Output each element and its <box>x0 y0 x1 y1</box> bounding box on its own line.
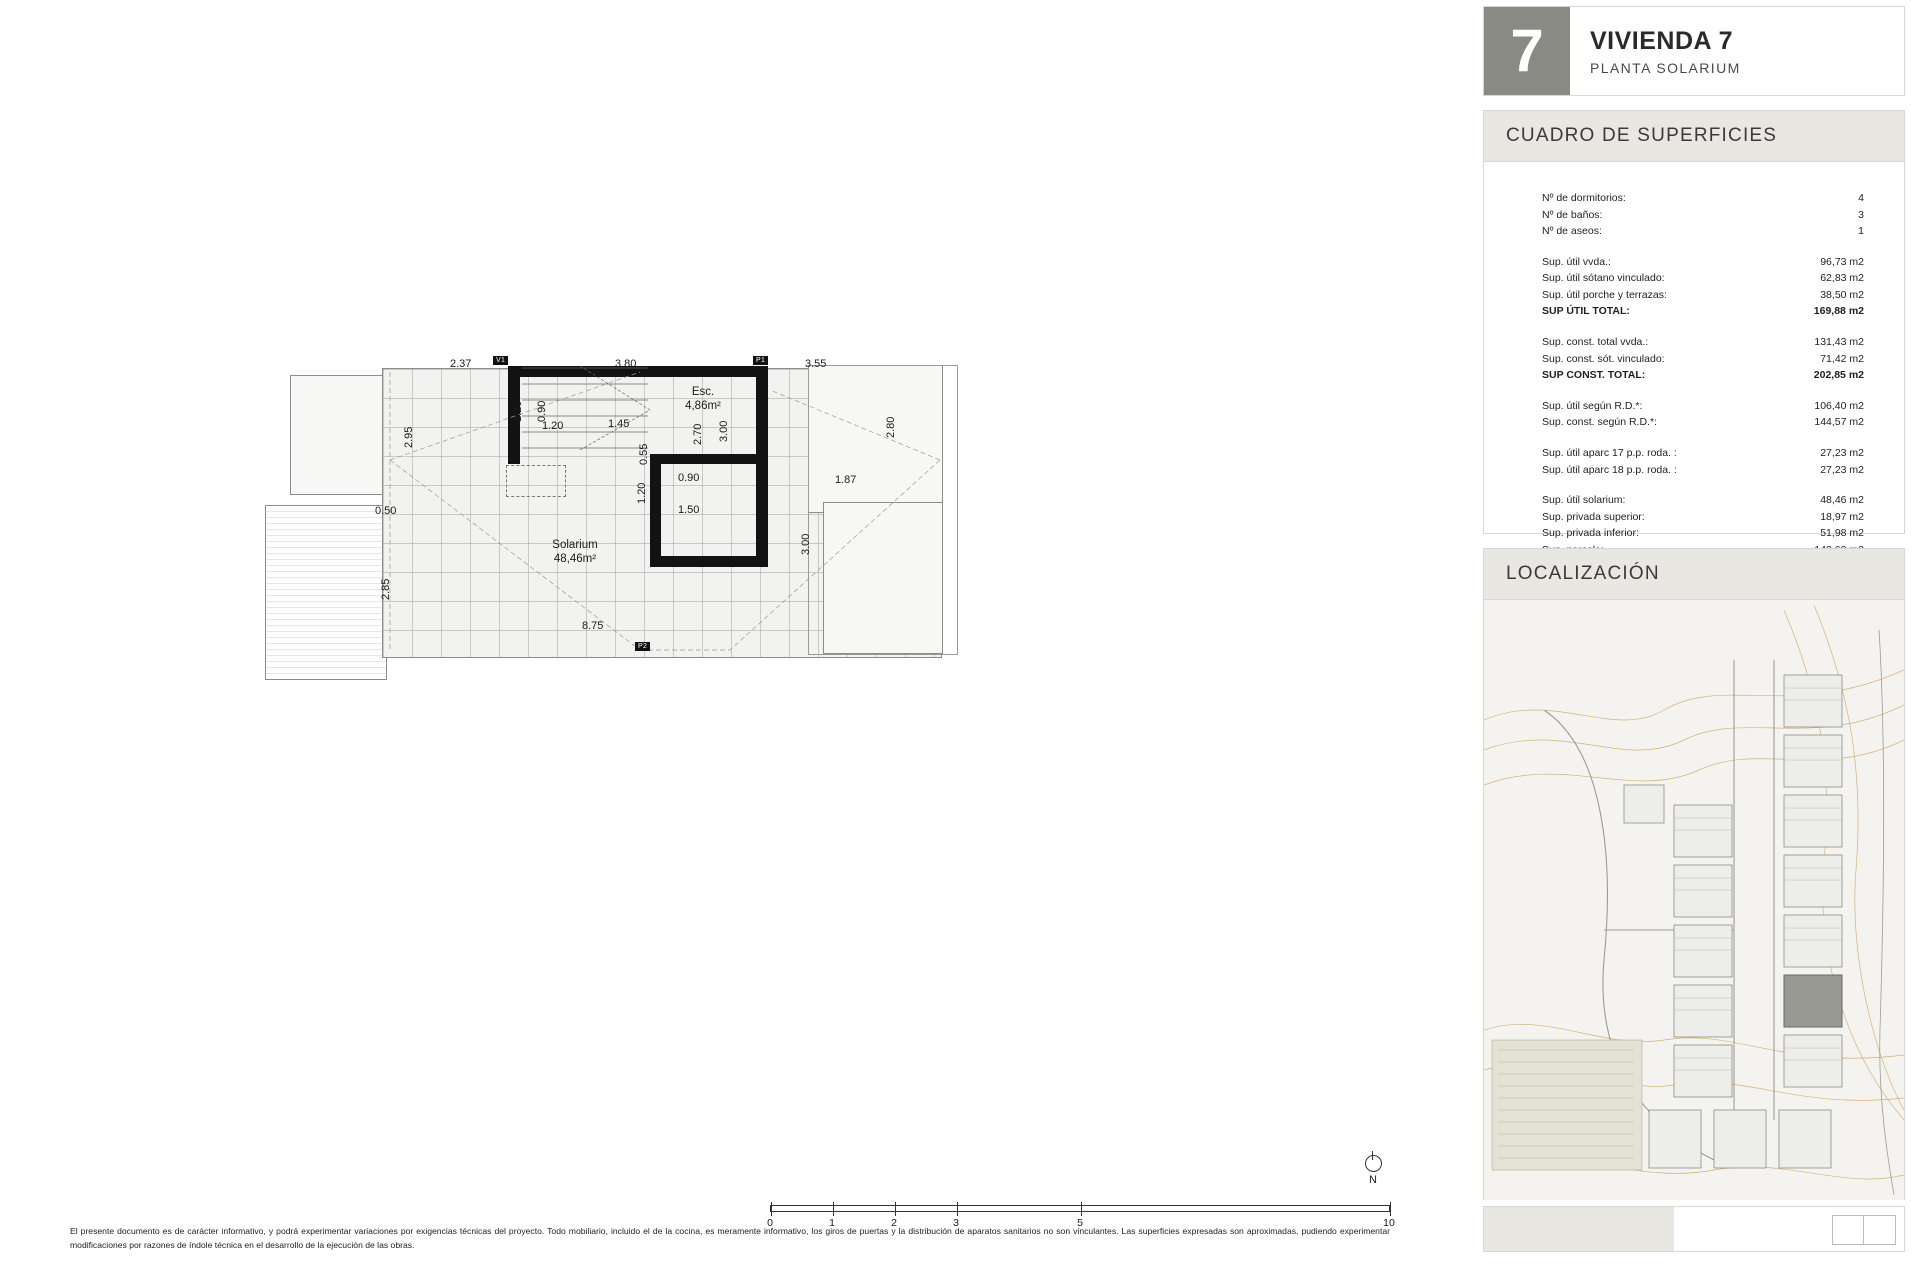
dim-1-20-c: 1.20 <box>636 482 648 504</box>
dim-3-80: 3.80 <box>615 358 637 370</box>
panel-footer-logo-box <box>1832 1215 1896 1245</box>
left-terrace-hatch <box>265 505 387 680</box>
surface-label: Sup. útil aparc 17 p.p. roda. : <box>1542 446 1677 459</box>
dim-0-50: 0.50 <box>375 505 397 517</box>
surface-label: SUP ÚTIL TOTAL: <box>1542 305 1630 318</box>
surface-value: 27,23 m2 <box>1820 463 1864 476</box>
north-label: N <box>1369 1174 1377 1186</box>
stair-wall-right <box>756 366 768 566</box>
surface-label: Sup. útil porche y terrazas: <box>1542 288 1667 301</box>
surface-group-spacer <box>1542 478 1864 492</box>
surface-value: 3 <box>1858 208 1864 221</box>
site-location-map[interactable] <box>1484 600 1904 1200</box>
surface-row <box>1542 414 1864 431</box>
surface-value: 1 <box>1858 225 1864 238</box>
tag-p1: P1 <box>753 356 768 365</box>
site-map-svg <box>1484 600 1904 1200</box>
scale-bar-line <box>770 1205 1390 1212</box>
surface-row <box>1542 367 1864 384</box>
surface-row <box>1542 398 1864 415</box>
surface-row <box>1542 190 1864 207</box>
stair-wall-inner-bottom <box>650 454 768 464</box>
surface-label: Sup. privada inferior: <box>1542 527 1639 540</box>
surface-row <box>1542 303 1864 320</box>
surface-row <box>1542 525 1864 542</box>
surface-row <box>1542 207 1864 224</box>
surface-row <box>1542 270 1864 287</box>
surface-row <box>1542 334 1864 351</box>
north-arrow <box>1355 1155 1391 1186</box>
surface-row <box>1542 287 1864 304</box>
dim-1-45: 1.45 <box>608 418 630 430</box>
surface-label: Sup. const. total vvda.: <box>1542 336 1649 349</box>
surface-label: Sup. útil vvda.: <box>1542 255 1611 268</box>
scale-label-10: 10 <box>1383 1217 1395 1229</box>
unit-header-card <box>1483 6 1905 96</box>
surface-value: 4 <box>1858 192 1864 204</box>
surface-label: Nº de dormitorios: <box>1542 192 1626 204</box>
unit-number-badge: 7 <box>1484 7 1570 95</box>
dim-2-95: 2.95 <box>403 426 415 448</box>
surface-row <box>1542 254 1864 271</box>
surface-value: 96,73 m2 <box>1820 255 1864 268</box>
dim-0-55: 0.55 <box>638 443 650 465</box>
surface-group-spacer <box>1542 431 1864 445</box>
surface-label: Sup. útil solarium: <box>1542 494 1626 507</box>
surface-row <box>1542 223 1864 240</box>
dim-1-87: 1.87 <box>835 474 857 486</box>
surface-value: 131,43 m2 <box>1814 336 1864 349</box>
dim-1-20-a: 1.20 <box>512 400 524 422</box>
stair-wall-top <box>508 366 768 377</box>
surfaces-card-title: CUADRO DE SUPERFICIES <box>1484 111 1904 162</box>
dim-2-37: 2.37 <box>450 358 472 370</box>
dim-8-75: 8.75 <box>582 620 604 632</box>
surface-label: Sup. privada superior: <box>1542 510 1645 523</box>
surface-label: Nº de baños: <box>1542 208 1603 221</box>
localization-card <box>1483 548 1905 1200</box>
surface-label: Sup. útil según R.D.*: <box>1542 399 1643 412</box>
solarium-name: Solarium <box>552 539 598 551</box>
surface-value: 48,46 m2 <box>1820 494 1864 507</box>
scale-label-1: 1 <box>829 1217 835 1229</box>
info-panel <box>1455 0 1920 1280</box>
surface-label: Sup. útil aparc 18 p.p. roda. : <box>1542 463 1677 476</box>
stair-wall-bottom <box>650 556 768 567</box>
room-label-solarium <box>515 538 635 567</box>
dim-1-50: 1.50 <box>678 504 700 516</box>
solarium-area: 48,46m² <box>553 553 597 566</box>
stair-wall-inner-vertical <box>650 454 661 566</box>
surface-row <box>1542 509 1864 526</box>
tag-v1: V1 <box>493 356 508 365</box>
surfaces-card <box>1483 110 1905 540</box>
dim-1-20-b: 1.20 <box>542 420 564 432</box>
right-outline <box>808 365 958 655</box>
surface-label: Sup. const. según R.D.*: <box>1542 416 1657 429</box>
surface-label: SUP CONST. TOTAL: <box>1542 369 1646 382</box>
surface-value: 38,50 m2 <box>1820 288 1864 301</box>
surface-value: 202,85 m2 <box>1813 369 1864 382</box>
room-label-stair <box>658 385 748 414</box>
dim-2-80: 2.80 <box>885 416 897 438</box>
surface-label: Sup. útil sótano vinculado: <box>1542 272 1665 285</box>
surface-group-spacer <box>1542 320 1864 334</box>
scale-label-2: 2 <box>891 1217 897 1229</box>
stair-area: 4,86m² <box>685 400 721 413</box>
panel-footer-strip <box>1483 1206 1905 1252</box>
localization-card-title: LOCALIZACIÓN <box>1484 549 1904 600</box>
disclaimer-text: El presente documento es de carácter informativo, y podrá experimentar variaciones por exigencias técnicas del proyecto. Todo mobiliario, incluido el de la cocina, es meramente informativo, los giros de puertas y la distribución de aparatos sanitarios no son vinculantes. Las superficies expresadas son aproximadas, pudiendo experimentar modificaciones por razones de índole técnica en el desarrollo de la ejecución de las obras. <box>70 1226 1390 1250</box>
surface-row <box>1542 492 1864 509</box>
unit-subtitle: PLANTA SOLARIUM <box>1590 59 1741 76</box>
surface-value: 169,88 m2 <box>1813 305 1864 318</box>
surface-value: 62,83 m2 <box>1820 272 1864 285</box>
panel-footer-left-block <box>1484 1207 1674 1251</box>
surface-row <box>1542 445 1864 462</box>
scale-label-5: 5 <box>1077 1217 1083 1229</box>
surface-value: 106,40 m2 <box>1814 399 1864 412</box>
dim-0-90-a: 0.90 <box>536 400 548 422</box>
dim-3-00-a: 3.00 <box>718 420 730 442</box>
dim-2-70: 2.70 <box>692 423 704 445</box>
surface-row <box>1542 462 1864 479</box>
surface-group-spacer <box>1542 240 1864 254</box>
surface-value: 18,97 m2 <box>1820 510 1864 523</box>
dashed-niche <box>506 465 566 497</box>
surface-row <box>1542 351 1864 368</box>
unit-title: VIVIENDA 7 <box>1590 26 1734 55</box>
surface-value: 71,42 m2 <box>1820 352 1864 365</box>
dim-0-90-b: 0.90 <box>678 472 700 484</box>
surfaces-list <box>1484 162 1904 558</box>
surface-label: Sup. const. sót. vinculado: <box>1542 352 1665 365</box>
dim-3-55: 3.55 <box>805 358 827 370</box>
surface-group-spacer <box>1542 384 1864 398</box>
scale-label-0: 0 <box>767 1217 773 1229</box>
dim-3-00-b: 3.00 <box>800 533 812 555</box>
surface-label: Nº de aseos: <box>1542 225 1602 238</box>
surface-value: 51,98 m2 <box>1820 527 1864 540</box>
tag-p2: P2 <box>635 642 650 651</box>
surface-value: 144,57 m2 <box>1814 416 1864 429</box>
dim-2-85: 2.85 <box>380 578 392 600</box>
scale-label-3: 3 <box>953 1217 959 1229</box>
surface-value: 27,23 m2 <box>1820 446 1864 459</box>
highlighted-unit <box>1784 975 1842 1027</box>
floor-plan <box>310 357 1190 810</box>
north-circle-icon <box>1365 1155 1382 1172</box>
stair-name: Esc. <box>691 386 715 398</box>
